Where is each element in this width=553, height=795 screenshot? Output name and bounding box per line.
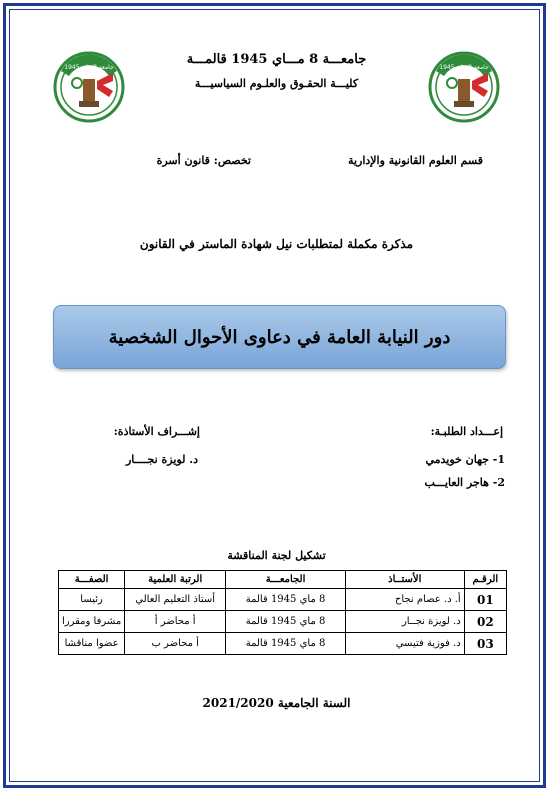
university-seal-icon-left [53,51,125,123]
row-rank: أ محاضر ب [125,633,226,655]
students-label: إعـــداد الطلبـة: [430,425,503,438]
supervisor-name: د. لويزة نجــــار [125,453,198,466]
row-professor: د. لويزة نجــار [345,611,464,633]
faculty-name: كليـــة الحقـوق والعلـوم السياسيـــة [194,77,359,90]
row-number: 03 [464,633,506,655]
row-number: 01 [464,589,506,611]
page-border-inner [9,9,540,782]
row-role: عضوا مناقشا [59,633,125,655]
row-number: 02 [464,611,506,633]
header-professor: الأستــاذ [345,571,464,589]
header-role: الصفـــة [59,571,125,589]
thesis-title: دور النيابة العامة في دعاوى الأحوال الشخصية [108,326,451,348]
student-2: 2- هاجر العايـــب [424,476,505,489]
committee-title: تشكيل لجنة المناقشة [227,549,326,562]
row-professor: أ. د. عصام نجاح [345,589,464,611]
department-name: قسم العلوم القانونية والإدارية [348,154,483,167]
supervisor-label: إشـــراف الأستاذة: [113,425,200,438]
header-rank: الرتبة العلمية [125,571,226,589]
committee-header-row [59,571,507,589]
university-seal-icon-right [428,51,500,123]
table-row [59,589,507,611]
row-university: 8 ماي 1945 قالمة [226,633,346,655]
thesis-title-box [53,305,506,369]
student-1: 1- جهان خويدمي [425,453,505,466]
row-university: 8 ماي 1945 قالمة [226,611,346,633]
committee-table [58,570,507,655]
academic-year: السنة الجامعية 2021/2020 [202,696,351,710]
table-row [59,633,507,655]
memo-note: مذكرة مكملة لمتطلبات نيل شهادة الماستر في القانون [139,237,414,251]
row-university: 8 ماي 1945 قالمة [226,589,346,611]
row-rank: أ محاضر أ [125,611,226,633]
university-name: جامعـــة 8 مـــاي 1945 قالمـــة [186,52,367,67]
header-university: الجامعـــة [226,571,346,589]
specialization: تخصص: قانون أسرة [156,154,251,167]
seal-top-text: جامعة 8 ماي 1945 [64,64,114,71]
row-professor: د. فوزية فتيسي [345,633,464,655]
row-role: رئيسا [59,589,125,611]
header-number: الرقـم [464,571,506,589]
table-row [59,611,507,633]
seal-top-text-right: جامعة 8 ماي 1945 [439,64,489,71]
row-role: مشرفا ومقررا [59,611,125,633]
row-rank: أستاذ التعليم العالي [125,589,226,611]
